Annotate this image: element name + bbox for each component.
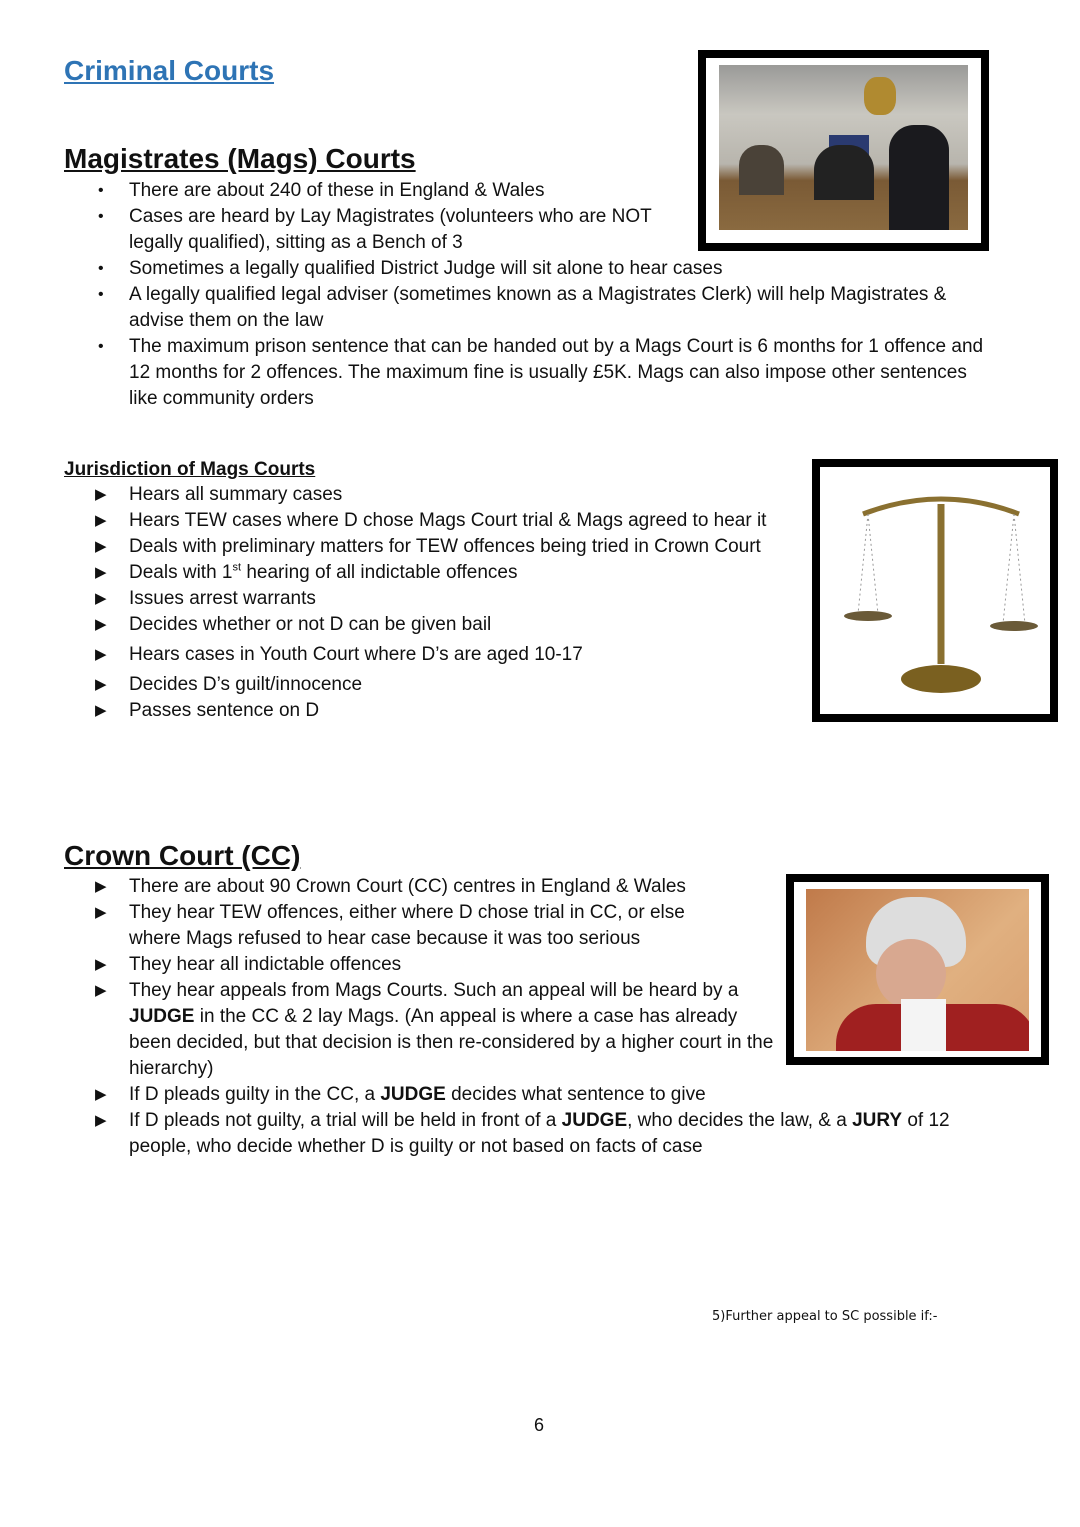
item-text: Sometimes a legally qualified District Judge will sit alone to hear cases [129, 258, 723, 279]
item-text: They hear appeals from Mags Courts. Such an appeal will be heard by a [129, 980, 739, 1001]
list-item [64, 534, 824, 560]
arrow-bullet-icon: ▶ [95, 590, 107, 607]
list-item [64, 698, 824, 724]
item-text: Hears all summary cases [129, 484, 343, 505]
item-text: If D pleads guilty in the CC, a [129, 1084, 381, 1105]
jurisdiction-list [64, 482, 824, 724]
list-item [64, 672, 824, 698]
list-item [64, 900, 729, 952]
list-item [64, 1108, 1014, 1160]
item-text: Decides D’s guilt/innocence [129, 674, 363, 695]
list-item [64, 642, 824, 668]
collar [901, 999, 946, 1051]
jurisdiction-heading: Jurisdiction of Mags Courts [64, 459, 316, 480]
superscript: st [232, 561, 242, 574]
item-text: Deals with preliminary matters for TEW offences being tried in Crown Court [129, 536, 761, 557]
list-item [64, 482, 824, 508]
item-text: Decides whether or not D can be given bail [129, 614, 492, 635]
bullet-icon: • [98, 182, 104, 199]
judge-photo [806, 889, 1029, 1051]
list-item [64, 1082, 1029, 1108]
magistrate-figure [814, 145, 874, 200]
item-text: in the CC & 2 lay Mags. (An appeal is where a case has already been decided, but that decision is then re-considered by a higher court in the hierarchy) [129, 1006, 774, 1079]
arrow-bullet-icon: ▶ [95, 538, 107, 555]
item-text: There are about 90 Crown Court (CC) centres in England & Wales [129, 876, 686, 897]
item-text: If D pleads not guilty, a trial will be held in front of a [129, 1110, 562, 1131]
item-text: Passes sentence on D [129, 700, 320, 721]
page-title: Criminal Courts [64, 55, 275, 86]
footnote: 5)Further appeal to SC possible if:- [712, 1309, 938, 1324]
bullet-icon: • [98, 338, 104, 355]
courtroom-photo [719, 65, 968, 230]
arrow-bullet-icon: ▶ [95, 564, 107, 581]
list-item [64, 204, 689, 256]
scales-of-justice-photo [833, 474, 1049, 696]
coat-of-arms [864, 77, 896, 115]
list-item [64, 586, 824, 612]
arrow-bullet-icon: ▶ [95, 702, 107, 719]
arrow-bullet-icon: ▶ [95, 676, 107, 693]
item-text: They hear all indictable offences [129, 954, 402, 975]
item-text: Deals with 1 [129, 562, 233, 583]
mags-heading: Magistrates (Mags) Courts [64, 143, 416, 174]
list-item [64, 978, 779, 1082]
crown-court-heading: Crown Court (CC) [64, 840, 301, 871]
item-text: They hear TEW offences, either where D chose trial in CC, or else where Mags refused to hear case because it was too serious [129, 902, 685, 949]
judge-photo-frame [786, 874, 1049, 1065]
bold-text: JUDGE [380, 1084, 446, 1105]
clerk-figure [889, 125, 949, 230]
arrow-bullet-icon: ▶ [95, 646, 107, 663]
page-number: 6 [534, 1415, 545, 1435]
bullet-icon: • [98, 286, 104, 303]
item-text: of 12 people, who decide whether D is guilty or not based on facts of case [129, 1110, 950, 1157]
arrow-bullet-icon: ▶ [95, 956, 107, 973]
item-text: hearing of all indictable offences [241, 562, 518, 583]
item-text: Cases are heard by Lay Magistrates (volunteers who are NOT legally qualified), sitting as a Bench of 3 [129, 206, 652, 253]
list-item [64, 282, 999, 334]
item-text: The maximum prison sentence that can be handed out by a Mags Court is 6 months for 1 offence and 12 months for 2 offences. The maximum fine is usually £5K. Mags can also impose other sentences like community orders [129, 336, 984, 409]
scales-icon [833, 474, 1049, 696]
bold-text: JUDGE [129, 1006, 195, 1027]
list-item [64, 874, 779, 900]
bold-text: JURY [852, 1110, 903, 1131]
list-item [64, 508, 824, 534]
magistrate-figure [739, 145, 784, 195]
list-item [64, 178, 689, 204]
list-item [64, 560, 824, 586]
courtroom-photo-frame [698, 50, 989, 251]
arrow-bullet-icon: ▶ [95, 1086, 107, 1103]
list-item [64, 256, 999, 282]
arrow-bullet-icon: ▶ [95, 1112, 107, 1129]
item-text: Hears TEW cases where D chose Mags Court trial & Mags agreed to hear it [129, 510, 767, 531]
list-item [64, 334, 999, 412]
bullet-icon: • [98, 208, 104, 225]
arrow-bullet-icon: ▶ [95, 616, 107, 633]
item-text: , who decides the law, & a [627, 1110, 853, 1131]
item-text: Issues arrest warrants [129, 588, 316, 609]
arrow-bullet-icon: ▶ [95, 486, 107, 503]
bold-text: JUDGE [561, 1110, 628, 1131]
arrow-bullet-icon: ▶ [95, 982, 107, 999]
scales-photo-frame [812, 459, 1058, 722]
list-item [64, 952, 779, 978]
arrow-bullet-icon: ▶ [95, 512, 107, 529]
arrow-bullet-icon: ▶ [95, 878, 107, 895]
arrow-bullet-icon: ▶ [95, 904, 107, 921]
bullet-icon: • [98, 260, 104, 277]
item-text: There are about 240 of these in England & Wales [129, 180, 545, 201]
item-text: decides what sentence to give [445, 1084, 706, 1105]
item-text: Hears cases in Youth Court where D’s are aged 10-17 [129, 644, 583, 665]
item-text: A legally qualified legal adviser (sometimes known as a Magistrates Clerk) will help Magistrates & advise them on the law [129, 284, 947, 331]
list-item [64, 612, 824, 638]
